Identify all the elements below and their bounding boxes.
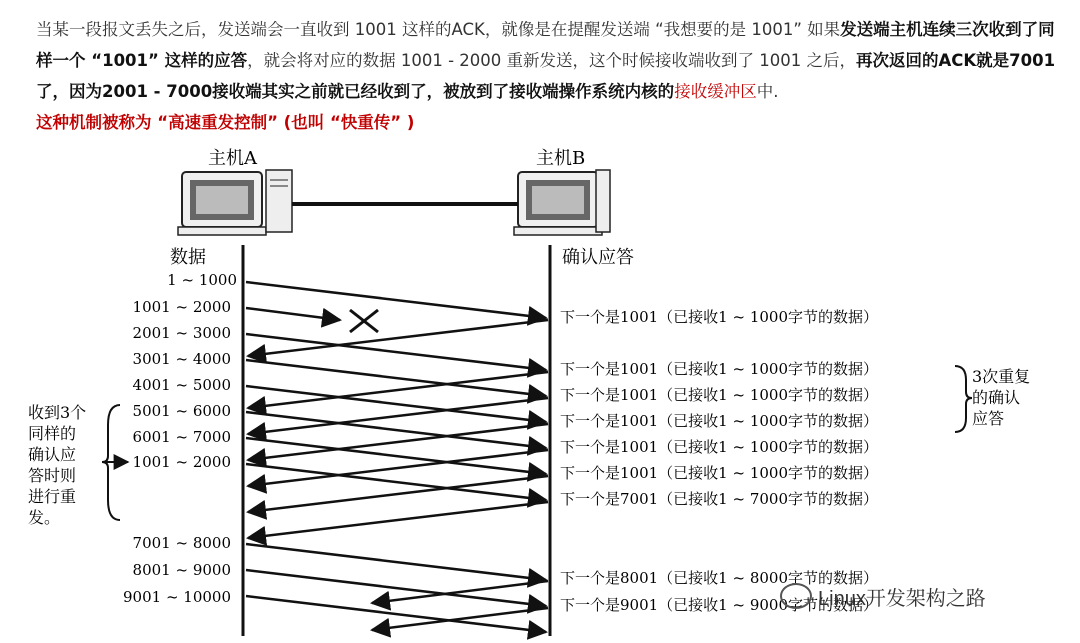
watermark <box>780 582 986 611</box>
svg-text:进行重: 进行重 <box>28 487 77 506</box>
data-segment-label: 7001 ~ 8000 <box>132 534 231 552</box>
data-segment-label: 6001 ~ 7000 <box>132 428 231 446</box>
data-segment-label: 1001 ~ 2000 <box>132 453 231 471</box>
intro-text-b-bold: 发送端主机连续三次收到了同样一个 “1001” 这样的应答 <box>36 20 1055 70</box>
svg-text:3次重复: 3次重复 <box>972 367 1031 386</box>
host-a-label: 主机A <box>208 148 257 169</box>
data-segment-label: 4001 ~ 5000 <box>132 376 231 394</box>
intro-text <box>36 14 1061 138</box>
triple-ack-brace <box>955 366 972 432</box>
ack-list <box>560 308 878 614</box>
svg-text:同样的: 同样的 <box>28 424 77 443</box>
ack-column-header: 确认应答 <box>562 247 634 268</box>
ack-arrow <box>372 581 548 603</box>
ack-label: 下一个是1001（已接收1 ~ 1000字节的数据） <box>560 412 878 430</box>
intro-paragraph-1 <box>36 14 1061 107</box>
triple-ack-note <box>972 367 1030 428</box>
svg-text:应答: 应答 <box>972 409 1005 428</box>
ack-arrow <box>248 320 548 356</box>
data-segment-label: 9001 ~ 10000 <box>123 588 231 606</box>
computer-a-icon <box>178 170 292 235</box>
intro-text-d-bold: 再次返回的ACK就是7001了，因为2001 - 7000接收端其实之前就已经收到了，被放到了接收端操作系统内核的 <box>36 51 1056 101</box>
ack-label: 下一个是1001（已接收1 ~ 1000字节的数据） <box>560 386 878 404</box>
data-arrows <box>246 282 546 632</box>
ack-label: 下一个是9001（已接收1 ~ 9000字节的数据） <box>560 596 878 614</box>
svg-text:收到3个: 收到3个 <box>28 403 87 422</box>
ack-label: 下一个是1001（已接收1 ~ 1000字节的数据） <box>560 464 878 482</box>
intro-text-c: ，就会将对应的数据 1001 - 2000 重新发送，这个时候接收端收到了 1001 之后， <box>247 51 857 70</box>
wechat-icon <box>780 583 812 609</box>
data-arrow-lost <box>246 308 340 320</box>
data-segment-label: 2001 ~ 3000 <box>132 324 231 342</box>
intro-text-e-red: 接收缓冲区 <box>674 82 757 101</box>
svg-text:答时则: 答时则 <box>28 466 77 485</box>
intro-text-a: 当某一段报文丢失之后，发送端会一直收到 1001 这样的ACK，就像是在提醒发送端 “我想要的是 1001” 如果 <box>36 20 841 39</box>
retransmit-note <box>28 403 86 527</box>
computer-b-icon <box>514 170 610 235</box>
data-segment-label: 3001 ~ 4000 <box>132 350 231 368</box>
fast-retransmit-diagram <box>0 140 1080 643</box>
intro-paragraph-2: 这种机制被称为 “高速重发控制” (也叫 “快重传” ) <box>36 113 415 132</box>
ack-label: 下一个是1001（已接收1 ~ 1000字节的数据） <box>560 360 878 378</box>
svg-text:确认应: 确认应 <box>28 445 77 464</box>
intro-text-f: 中. <box>756 82 779 101</box>
data-segment-label: 1001 ~ 2000 <box>132 298 231 316</box>
host-b-label: 主机B <box>536 148 586 169</box>
svg-text:的确认: 的确认 <box>972 388 1021 407</box>
data-segment-label: 1 ~ 1000 <box>167 271 237 289</box>
svg-text:发。: 发。 <box>28 508 61 527</box>
ack-label: 下一个是7001（已接收1 ~ 7000字节的数据） <box>560 490 878 508</box>
watermark-text: Linux开发架构之路 <box>818 588 986 610</box>
data-segment-label: 8001 ~ 9000 <box>132 561 231 579</box>
ack-label: 下一个是1001（已接收1 ~ 1000字节的数据） <box>560 308 878 326</box>
packet-lost-icon <box>350 310 378 332</box>
data-column-header: 数据 <box>170 247 206 268</box>
data-segment-label: 5001 ~ 6000 <box>132 402 231 420</box>
ack-label: 下一个是1001（已接收1 ~ 1000字节的数据） <box>560 438 878 456</box>
ack-arrow <box>372 608 548 630</box>
data-segment-list <box>123 271 237 606</box>
ack-label: 下一个是8001（已接收1 ~ 8000字节的数据） <box>560 569 878 587</box>
